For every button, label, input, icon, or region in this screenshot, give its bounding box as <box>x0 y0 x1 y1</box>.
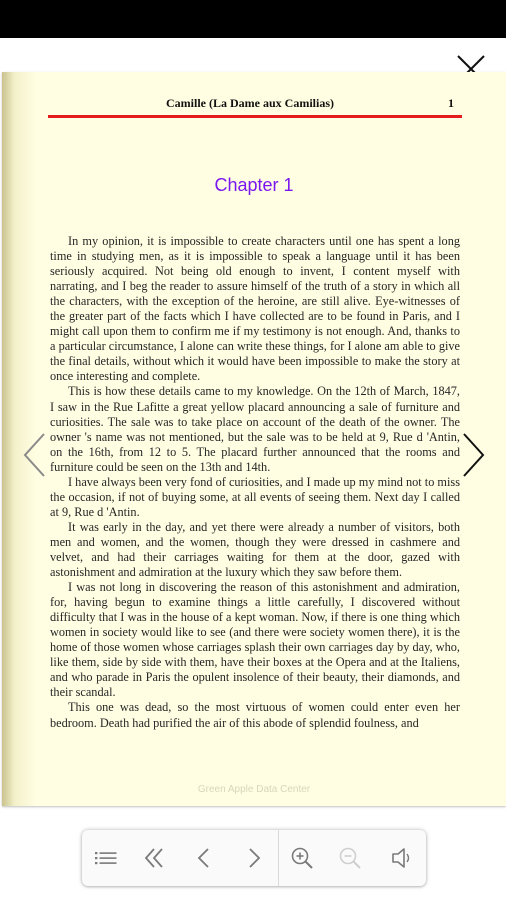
speaker-icon <box>388 844 416 872</box>
reader-toolbar <box>82 830 426 886</box>
header-rule <box>48 115 462 118</box>
paragraph: It was early in the day, and yet there were already a number of visitors, both men and women, and the women, though they were dressed in cashmere and velvet, and had their carriages waiting for them at the door, gazed with astonishment and admiration at the luxury which they saw before them. <box>50 519 460 580</box>
chevron-left-icon <box>20 430 50 480</box>
paragraph: In my opinion, it is impossible to create characters until one has spent a long time in studying men, as it is impossible to speak a language until it has been seriously acquired. Not being old enough to invent, I content myself with narrating, and I beg the reader to assure himself of the truth of a story in which all the characters, with the exception of the heroine, are still alive. Eye-witnesses of the greater part of the facts which I have collected are to be found in Paris, and I might call upon them to confirm me if my testimony is not enough. And, thanks to a particular circumstance, I alone can write these things, for I alone am able to give the final details, without which it would have been impossible to make the story at once interesting and complete. <box>50 234 460 384</box>
zoom-in-icon <box>288 844 316 872</box>
status-bar <box>0 0 506 38</box>
paragraph: This one was dead, so the most virtuous of women could enter even her bedroom. Death had purified the air of this abode of splendid foulness, and <box>50 700 460 730</box>
book-page <box>2 72 506 806</box>
chapter-body <box>50 234 460 731</box>
chapter-title: Chapter 1 <box>214 175 294 195</box>
list-icon <box>92 844 120 872</box>
toolbar-divider <box>278 830 279 886</box>
forward-button[interactable] <box>240 844 268 872</box>
previous-page-button[interactable] <box>20 430 50 480</box>
page-number: 1 <box>448 96 454 110</box>
running-title: Camille (La Dame aux Camilias) <box>166 96 334 110</box>
next-page-button[interactable] <box>458 430 488 480</box>
footer-watermark: Green Apple Data Center <box>197 784 311 795</box>
chevron-right-icon <box>240 844 268 872</box>
paragraph: I have always been very fond of curiosities, and I made up my mind not to miss the occasion, if not of buying some, at all events of seeing them. Next day I called at 9, Rue d 'Antin. <box>50 474 460 519</box>
table-of-contents-button[interactable] <box>92 844 120 872</box>
zoom-in-button[interactable] <box>288 844 316 872</box>
chevron-left-icon <box>190 844 218 872</box>
first-page-button[interactable] <box>140 844 168 872</box>
chevron-right-icon <box>458 430 488 480</box>
paragraph: This is how these details came to my knowledge. On the 12th of March, 1847, I saw in the Rue Lafitte a great yellow placard announcing a sale of furniture and curiosities. The sale was to take place on account of the death of the owner. The owner 's name was not mentioned, but the sale was to be held at 9, Rue d 'Antin, on the 16th, from 12 to 5. The placard further announced that the rooms and furniture could be seen on the 13th and 14th. <box>50 384 460 474</box>
zoom-out-icon <box>336 844 364 872</box>
zoom-out-button[interactable] <box>336 844 364 872</box>
paragraph: I was not long in discovering the reason of this astonishment and admiration, for, having begun to examine things a little carefully, I discovered without difficulty that I was in the house of a kept woman. Now, if there is one thing which women in society would like to see (and there were society women there), it is the home of those women whose carriages splash their own carriages day by day, who, like them, side by side with them, have their boxes at the Opera and at the Italiens, and who parade in Paris the opulent insolence of their beauty, their diamonds, and their scandal. <box>50 580 460 700</box>
read-aloud-button[interactable] <box>388 844 416 872</box>
back-button[interactable] <box>190 844 218 872</box>
double-chevron-left-icon <box>140 844 168 872</box>
